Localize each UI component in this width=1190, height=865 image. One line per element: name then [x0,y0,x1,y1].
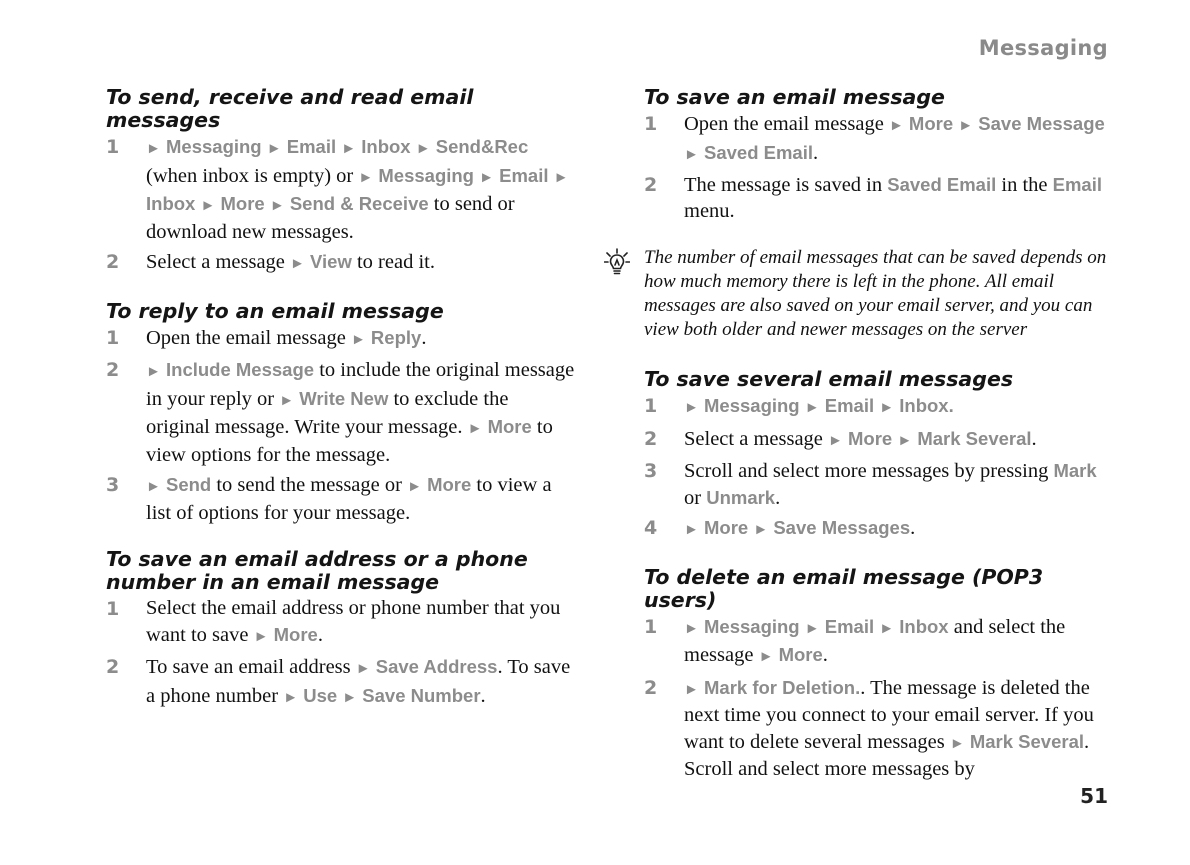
step-text-run: and select the message [684,615,1066,666]
menu-command: Messaging [698,395,805,416]
tip-text: The number of email messages that can be saved depends on how much memory there is left in the phone. All email messages are also saved on your email server, and you can view both older and newer messages on the server [644,247,1107,340]
menu-command: Unmark [706,486,776,508]
arrow-icon: ► [958,118,974,134]
menu-command: Save Number [357,684,481,706]
step-item [644,172,1112,224]
arrow-icon: ► [879,620,895,637]
step-text-run: . [317,623,323,646]
section-save-several [644,368,1112,544]
step-text-run: Select the email address or phone number that you want to save [146,597,561,646]
lightbulb-icon [604,246,644,342]
step-text-run: . [910,517,916,539]
menu-command: Inbox. [894,395,954,416]
menu-command: Use [298,684,343,706]
section-heading: To delete an email message (POP3 users) [644,564,1044,612]
arrow-icon: ► [350,331,366,348]
arrow-icon: ► [949,735,965,752]
step-number: 2 [644,676,658,699]
step-number: 3 [106,474,120,496]
menu-command: Include Message [160,359,315,380]
arrow-icon: ► [897,432,913,449]
step-list [106,325,576,527]
step-text [684,172,1112,224]
menu-command: Save Address [370,656,498,677]
step-text-run: . [1031,427,1037,450]
step-list [106,596,576,711]
menu-command: More [482,416,532,437]
menu-command: Mark [1053,460,1097,481]
menu-command: More [842,427,898,449]
step-text-run: . To save a phone number [146,656,571,707]
step-text-run: Select a message [146,251,291,273]
step-item [644,614,1112,671]
step-text-run: To save an email address [146,656,356,678]
step-text [684,458,1112,511]
step-text-run: to view options for the message. [146,416,553,466]
menu-command: More [421,474,472,495]
arrow-icon: ► [266,141,282,157]
step-number: 2 [106,656,120,678]
step-number: 1 [644,113,658,135]
step-text [146,325,426,354]
step-number: 2 [644,427,658,450]
arrow-icon: ► [146,364,161,380]
menu-command: Inbox [146,193,201,214]
step-text [684,515,915,544]
step-text-run: to view a list of options for your message. [146,474,552,524]
step-list [106,134,576,278]
arrow-icon: ► [283,689,299,706]
arrow-icon: ► [279,392,295,409]
menu-command: Inbox [894,615,949,637]
menu-command: Email [819,395,880,416]
step-item [106,325,576,354]
menu-command: Reply [365,326,422,348]
menu-command: Send & Receive [284,193,429,214]
menu-command: Email [281,136,342,157]
arrow-icon: ► [415,141,431,157]
arrow-icon: ► [804,400,820,416]
arrow-icon: ► [341,141,357,157]
arrow-icon: ► [879,400,895,416]
step-text-run: to send the message or [211,474,408,496]
step-text [684,675,1112,783]
step-text-run: to exclude the original message. Write your message. [146,387,509,438]
menu-command: Write New [294,387,389,409]
arrow-icon: ► [888,118,904,134]
step-number: 1 [644,395,658,417]
arrow-icon: ► [753,522,769,538]
step-text-run: Scroll and select more messages by pressing [684,460,1054,482]
step-text [146,134,576,245]
section-heading: To send, receive and read email messages [106,85,474,132]
step-text [146,654,576,711]
step-text-run: . [421,326,427,349]
step-item [106,596,576,650]
section-heading: To reply to an email message [106,298,444,323]
section-heading: To save an email address or a phone number in an email message [106,547,528,594]
step-number: 3 [644,460,658,482]
menu-command: Send [160,474,212,495]
step-text-run: or [684,486,707,509]
step-list [644,614,1112,783]
step-text [684,111,1112,168]
arrow-icon: ► [358,169,374,186]
step-text [146,472,576,526]
arrow-icon: ► [479,169,494,186]
step-list [644,393,1112,544]
step-text-run: Open the email message [684,113,889,135]
step-text-run: . [480,684,486,707]
step-item [644,111,1112,168]
step-text [684,426,1037,455]
arrow-icon: ► [253,628,269,645]
menu-command: More [268,623,318,645]
step-text [146,249,435,278]
section-save-address [106,548,576,711]
menu-command: Messaging [698,615,805,637]
step-number: 2 [644,174,658,196]
menu-command: Messaging [373,164,480,186]
menu-command: Save Message [973,113,1105,134]
menu-command: Messaging [160,136,267,157]
menu-command: Inbox [356,136,416,157]
left-column [106,86,576,733]
step-item [644,393,1112,422]
step-text-run: to send or download new messages. [146,193,515,243]
step-text-run: Select a message [684,427,829,450]
step-number: 1 [106,136,120,158]
section-save-message [644,86,1112,224]
page-number: 51 [1080,784,1108,808]
step-text-run: in the [996,174,1053,196]
menu-command: Email [493,164,554,186]
step-text-run: . [813,141,819,164]
arrow-icon: ► [684,522,699,538]
arrow-icon: ► [269,198,285,214]
menu-command: Save Messages [768,517,911,538]
step-number: 4 [644,517,658,539]
step-item [106,249,576,278]
arrow-icon: ► [684,681,699,698]
section-heading: To save an email message [644,85,945,109]
step-text-run: . Scroll and select more messages by [684,730,1090,780]
step-text-run: Open the email message [146,326,351,349]
step-number: 2 [106,359,120,381]
step-number: 1 [106,598,120,620]
menu-command: Mark for Deletion. [698,676,861,698]
menu-command: Mark Several [964,730,1085,752]
arrow-icon: ► [684,146,699,163]
right-column [644,86,1112,805]
section-delete-message [644,566,1112,783]
section-reply [106,300,576,527]
step-text-run: to include the original message in your reply or [146,359,575,410]
arrow-icon: ► [200,198,216,214]
step-item [106,654,576,711]
step-text-run: The message is saved in [684,174,888,196]
step-text [146,596,576,650]
arrow-icon: ► [553,169,569,186]
step-number: 2 [106,251,120,273]
tip-note [604,246,1112,342]
section-heading: To save several email messages [644,367,1014,391]
arrow-icon: ► [146,479,161,495]
arrow-icon: ► [467,421,483,437]
menu-command: Saved Email [887,174,997,195]
section-send-receive [106,86,576,278]
step-text-run: . [822,644,828,666]
arrow-icon: ► [146,141,161,157]
step-text-run: to read it. [351,251,435,273]
menu-command: Send&Rec [430,136,529,157]
running-head: Messaging [978,36,1108,60]
step-item [106,472,576,526]
step-item [644,458,1112,511]
arrow-icon: ► [290,256,305,272]
step-item [106,357,576,468]
step-text-run: (when inbox is empty) or [146,164,359,187]
step-item [106,134,576,245]
menu-command: View [304,251,352,272]
arrow-icon: ► [355,661,371,677]
arrow-icon: ► [804,620,820,637]
step-list [644,111,1112,224]
arrow-icon: ► [684,620,699,637]
step-item [644,515,1112,544]
menu-command: More [698,517,754,538]
menu-command: Email [819,615,880,637]
arrow-icon: ► [342,689,358,706]
arrow-icon: ► [684,400,699,416]
menu-command: Saved Email [698,141,814,163]
menu-command: More [903,113,959,134]
step-text-run: . [775,486,781,509]
step-text-run: . The message is deleted the next time you connect to your email server. If you want to delete several messages [684,676,1094,753]
arrow-icon: ► [758,649,774,665]
menu-command: Mark Several [912,427,1032,449]
step-number: 1 [106,326,120,349]
arrow-icon: ► [828,432,843,449]
step-text-run: menu. [684,199,735,222]
step-text [684,614,1112,671]
menu-command: More [773,644,823,665]
step-item [644,675,1112,783]
arrow-icon: ► [407,479,422,495]
step-item [644,426,1112,455]
step-text [146,357,576,468]
step-text [684,393,954,422]
step-number: 1 [644,615,658,638]
menu-command: More [215,193,270,214]
menu-command: Email [1052,174,1102,195]
